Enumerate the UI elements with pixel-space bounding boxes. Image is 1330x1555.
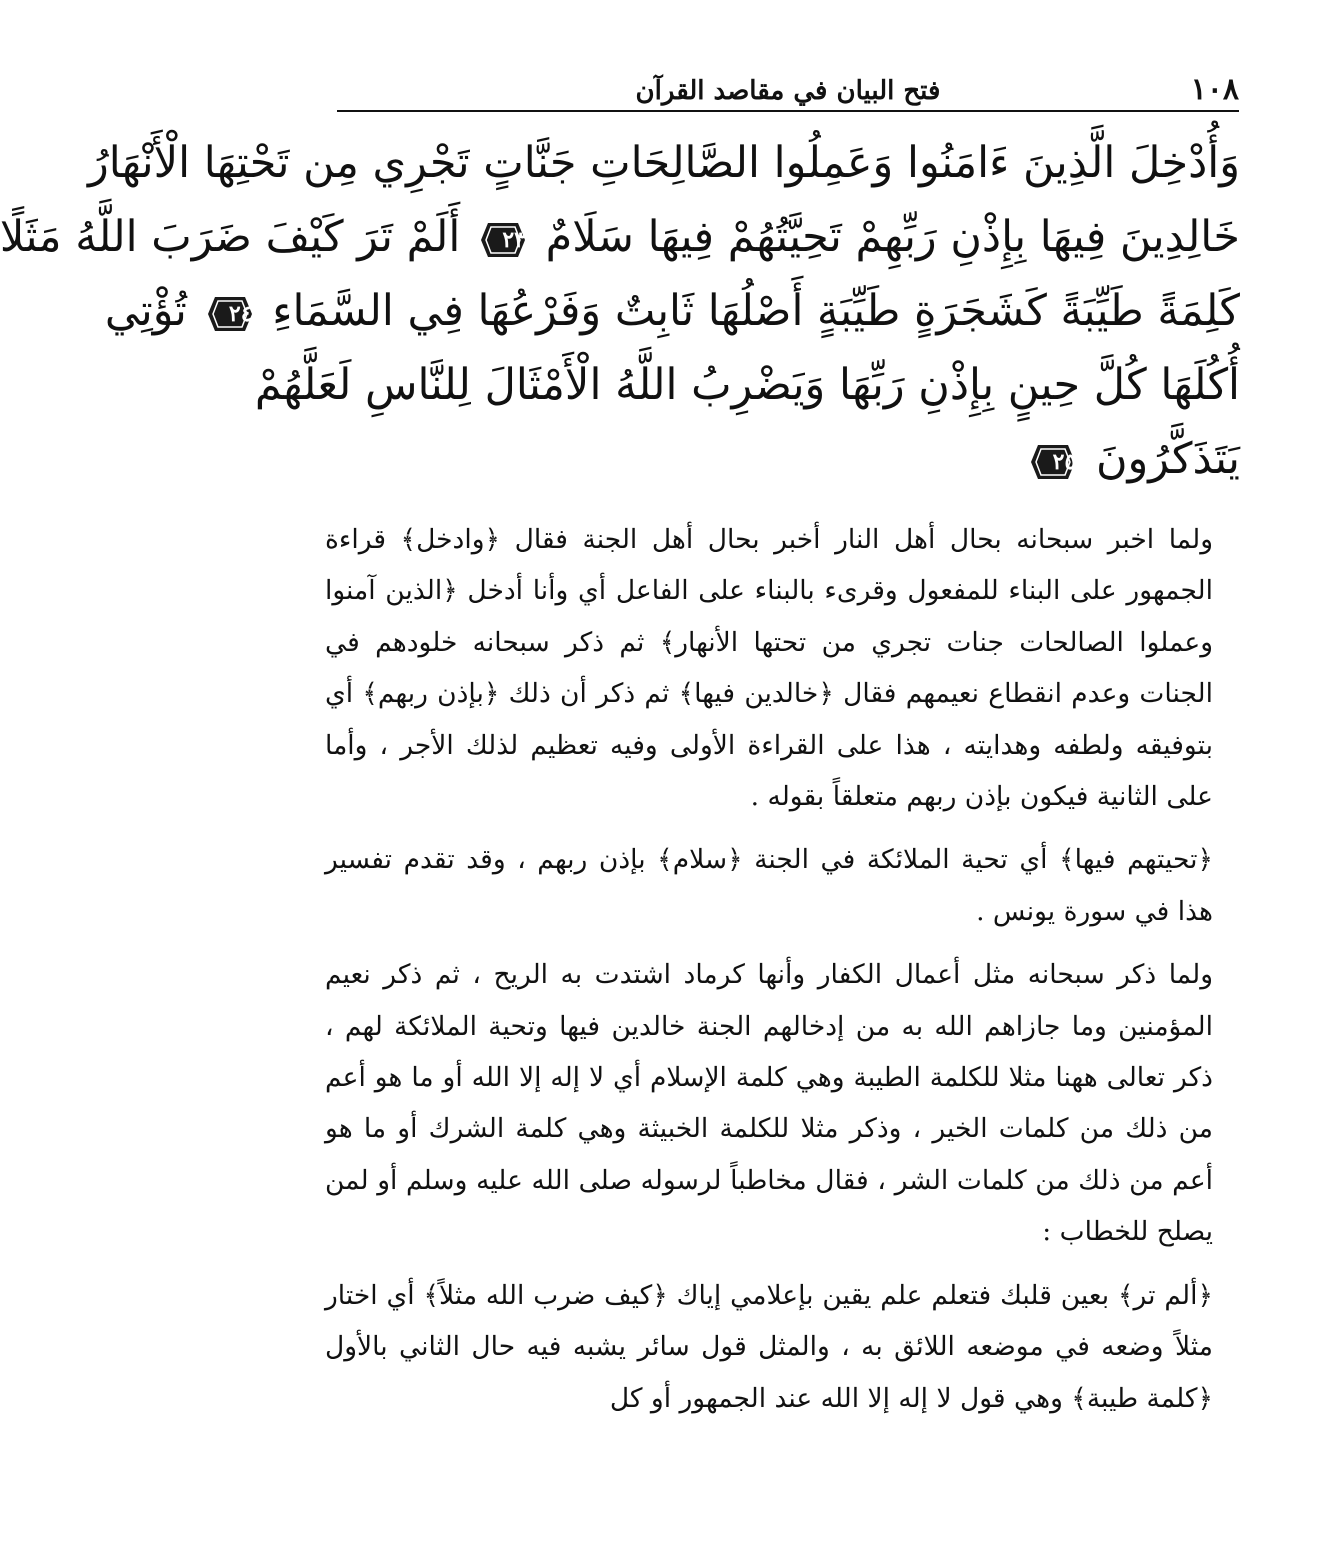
ayah-number-icon	[1030, 442, 1076, 482]
ayah-number: ٢٣	[502, 227, 526, 253]
page-header	[337, 68, 1239, 112]
ayah-number-icon	[207, 294, 253, 334]
verse-text: كَلِمَةً طَيِّبَةً كَشَجَرَةٍ طَيِّبَةٍ أَصْلُهَا ثَابِتٌ وَفَرْعُهَا فِي السَّمَاءِ	[272, 286, 1240, 336]
commentary-body	[325, 514, 1213, 1436]
ayah-number-icon	[480, 220, 526, 260]
page-number: ١٠٨	[1190, 72, 1239, 107]
quran-verses	[0, 126, 1240, 496]
verse-text: تُؤْتِي	[104, 286, 187, 336]
verse-text: أُكُلَهَا كُلَّ حِينٍ بِإِذْنِ رَبِّهَا وَيَضْرِبُ اللَّهُ الْأَمْثَالَ لِلنَّاسِ لَعَلَّهُمْ	[254, 360, 1240, 410]
running-title: فتح البيان في مقاصد القرآن	[635, 76, 941, 106]
verse-line-3	[104, 274, 1240, 348]
ayah-number: ٢٤	[228, 301, 253, 327]
commentary-paragraph-3: ولما ذكر سبحانه مثل أعمال الكفار وأنها كرماد اشتدت به الريح ، ثم ذكر نعيم المؤمنين وما جازاهم الله به من إدخالهم الجنة خالدين فيها وتحية الملائكة لهم ، ذكر تعالى ههنا مثلا للكلمة الطيبة وهي كلمة الإسلام أي لا إله إلا الله أو ما هو أعم من ذلك من كلمات الخير ، وذكر مثلا للكلمة الخبيثة وهي كلمة الشرك أو ما هو أعم من ذلك من كلمات الشر ، فقال مخاطباً لرسوله صلى الله عليه وسلم أو لمن يصلح للخطاب :	[325, 959, 1213, 1248]
verse-line-5	[325, 422, 1240, 496]
verse-line-1	[88, 126, 1240, 200]
verse-text: وَأُدْخِلَ الَّذِينَ ءَامَنُوا وَعَمِلُوا الصَّالِحَاتِ جَنَّاتٍ تَجْرِي مِن تَحْتِهَا الْأَنْهَارُ	[88, 138, 1240, 188]
commentary-paragraph-4: ﴿ألم تر﴾ بعين قلبك فتعلم علم يقين بإعلامي إياك ﴿كيف ضرب الله مثلاً﴾ أي اختار مثلاً وضعه في موضعه اللائق به ، والمثل قول سائر يشبه فيه حال الثاني بالأول ﴿كلمة طيبة﴾ وهي قول لا إله إلا الله عند الجمهور أو كل	[325, 1279, 1213, 1414]
verse-text: خَالِدِينَ فِيهَا بِإِذْنِ رَبِّهِمْ تَحِيَّتُهُمْ فِيهَا سَلَامٌ	[545, 212, 1240, 262]
verse-line-4	[254, 348, 1240, 422]
verse-text: أَلَمْ تَرَ كَيْفَ ضَرَبَ اللَّهُ مَثَلًا	[0, 212, 461, 262]
header-rule	[337, 110, 1239, 112]
commentary-paragraph-1: ولما اخبر سبحانه بحال أهل النار أخبر بحال أهل الجنة فقال ﴿وادخل﴾ قراءة الجمهور على البناء للمفعول وقرىء بالبناء على الفاعل أي وأنا أدخل ﴿الذين آمنوا وعملوا الصالحات جنات تجري من تحتها الأنهار﴾ ثم ذكر سبحانه خلودهم في الجنات وعدم انقطاع نعيمهم فقال ﴿خالدين فيها﴾ ثم ذكر أن ذلك ﴿بإذن ربهم﴾ أي بتوفيقه ولطفه وهدايته ، هذا على القراءة الأولى وفيه تعظيم لذلك الأجر ، وأما على الثانية فيكون بإذن ربهم متعلقاً بقوله .	[325, 524, 1213, 813]
ayah-number: ٢٥	[1052, 449, 1077, 475]
commentary-paragraph-2: ﴿تحيتهم فيها﴾ أي تحية الملائكة في الجنة ﴿سلام﴾ بإذن ربهم ، وقد تقدم تفسير هذا في سورة يونس .	[325, 844, 1213, 927]
verse-line-2	[0, 200, 1240, 274]
verse-text: يَتَذَكَّرُونَ	[1095, 434, 1240, 484]
